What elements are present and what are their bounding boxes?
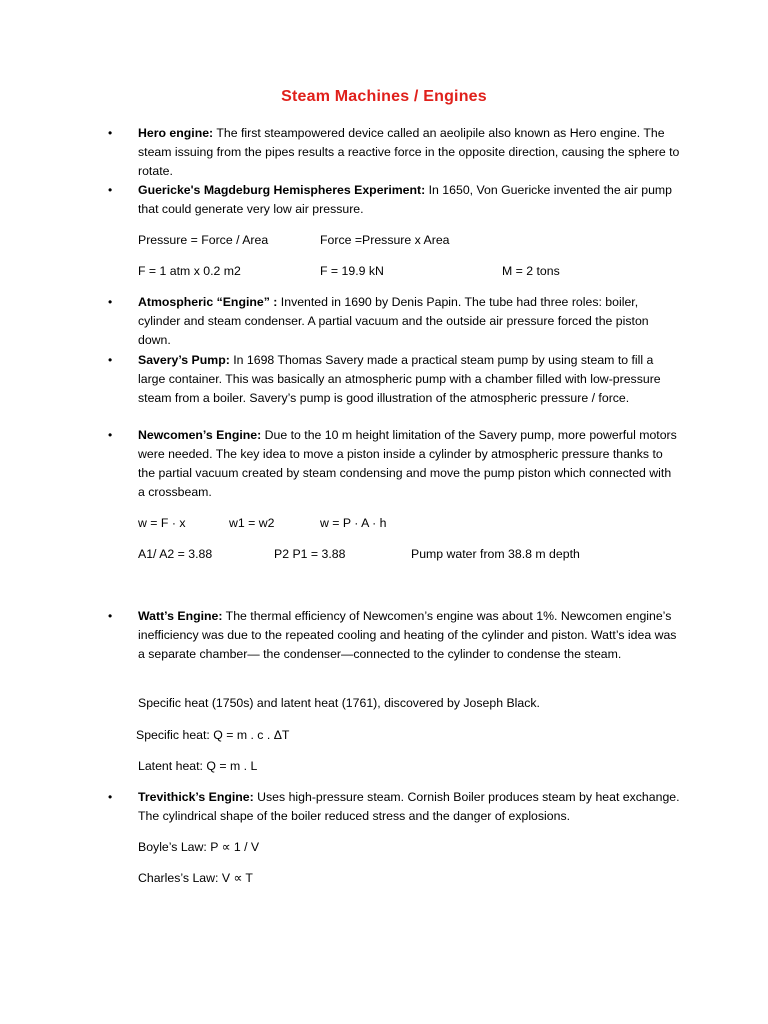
bullet-icon: • [108,609,113,623]
bullet-hero-engine [110,124,680,181]
bullet-label: Guericke's Magdeburg Hemispheres Experiment: [138,183,426,197]
bullet-label: Hero engine: [138,126,214,140]
bullet-text: In 1698 Thomas Savery made a practical steam pump by using steam to fill a large container. This was basically an atmospheric pump with a chamber filled with low-pressure steam from a boiler. Savery’s pump is good illustration of the atmospheric pressure / force. [138,353,661,405]
bullet-watt-engine [110,607,680,664]
formula-work: w = F · x [138,516,186,530]
formula-latent-heat: Latent heat: Q = m . L [138,759,258,773]
bullet-newcomen-engine [110,426,680,502]
bullet-guericke [110,181,680,219]
bullet-label: Trevithick’s Engine: [138,790,254,804]
bullet-text: The thermal efficiency of Newcomen’s engine was about 1%. Newcomen engine’s inefficiency was due to the repeated cooling and heating of the cylinder and piston. Watt’s idea was a separate chamber— the condenser—connected to the cylinder to condense the steam. [138,609,677,661]
bullet-text: In 1650, Von Guericke invented the air pump that could generate very low air pressure. [138,183,672,216]
formula-work-equal: w1 = w2 [229,516,275,530]
bullet-trevithick-engine [110,788,680,826]
bullet-text: Due to the 10 m height limitation of the Savery pump, more powerful motors were needed. The key idea to move a piston inside a cylinder by atmospheric pressure thanks to the partial vacuum created by steam condensing and move the pump piston which connected with a crossbeam. [138,428,677,499]
formula-specific-heat: Specific heat: Q = m . c . ΔT [136,728,290,742]
bullet-icon: • [108,183,113,197]
formula-force: Force =Pressure x Area [320,233,450,247]
bullet-text: Uses high-pressure steam. Cornish Boiler produces steam by heat exchange. The cylindrical shape of the boiler reduced stress and the danger of explosions. [138,790,680,823]
formula-pressure: Pressure = Force / Area [138,233,269,247]
formula-area-ratio: A1/ A2 = 3.88 [138,547,213,561]
formula-boyles-law: Boyle’s Law: P ∝ 1 / V [138,840,260,854]
formula-f1: F = 1 atm x 0.2 m2 [138,264,241,278]
pump-depth: Pump water from 38.8 m depth [411,547,580,561]
formula-mass: M = 2 tons [502,264,560,278]
bullet-savery-pump [110,351,680,408]
formula-charles-law: Charles’s Law: V ∝ T [138,871,253,885]
bullet-icon: • [108,126,113,140]
formula-f2: F = 19.9 kN [320,264,384,278]
bullet-label: Atmospheric “Engine” : [138,295,278,309]
bullet-atmospheric-engine [110,293,680,350]
bullet-label: Savery’s Pump: [138,353,230,367]
bullet-icon: • [108,428,113,442]
bullet-icon: • [108,353,113,367]
bullet-icon: • [108,790,113,804]
page-title: Steam Machines / Engines [281,88,487,105]
bullet-text: The first steampowered device called an aeolipile also known as Hero engine. The steam issuing from the pipes results a reactive force in the opposite direction, causing the sphere to rotate. [138,126,680,178]
formula-pressure-ratio: P2 P1 = 3.88 [274,547,346,561]
specific-latent-heat-note: Specific heat (1750s) and latent heat (1761), discovered by Joseph Black. [138,696,540,710]
bullet-text: Invented in 1690 by Denis Papin. The tube had three roles: boiler, cylinder and steam condenser. A partial vacuum and the outside air pressure forced the piston down. [138,295,649,347]
bullet-label: Newcomen’s Engine: [138,428,262,442]
bullet-icon: • [108,295,113,309]
bullet-label: Watt’s Engine: [138,609,223,623]
formula-work-pah: w = P · A · h [320,516,387,530]
